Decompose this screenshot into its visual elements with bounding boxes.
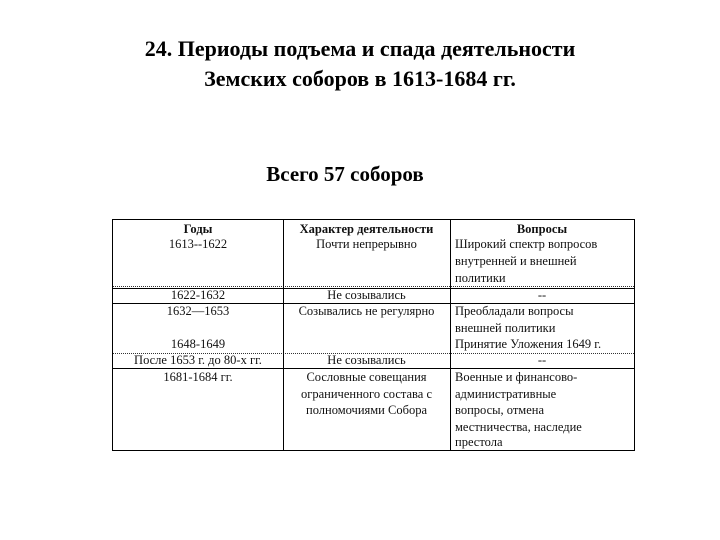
subtitle: Всего 57 соборов bbox=[266, 162, 424, 186]
row-3-character: Созывались не регулярно bbox=[298, 304, 435, 318]
row-1-years: 1613--1622 bbox=[168, 237, 228, 251]
row-3-questions-line-2: внешней политики bbox=[455, 321, 556, 335]
table-rule bbox=[113, 450, 634, 451]
column-header-years: Годы bbox=[183, 222, 213, 236]
row-4-years: После 1653 г. до 80-х гг. bbox=[134, 353, 262, 367]
row-4-questions: -- bbox=[537, 353, 547, 367]
row-5-years: 1681-1684 гг. bbox=[163, 370, 233, 384]
row-2-questions: -- bbox=[537, 288, 547, 302]
table-column-divider bbox=[450, 219, 451, 451]
row-1-character: Почти непрерывно bbox=[316, 237, 417, 251]
row-3-years-line-3: 1648-1649 bbox=[170, 337, 226, 351]
row-5-character-line-1: Сословные совещания bbox=[306, 370, 427, 384]
row-2-character: Не созывались bbox=[327, 288, 406, 302]
row-5-questions-line-1: Военные и финансово- bbox=[455, 370, 578, 384]
row-5-character-line-3: полномочиями Собора bbox=[306, 403, 427, 417]
row-5-questions-line-3: вопросы, отмена bbox=[455, 403, 545, 417]
row-1-questions-line-2: внутренней и внешней bbox=[455, 254, 577, 268]
row-1-questions-line-1: Широкий спектр вопросов bbox=[455, 237, 598, 251]
row-4-character: Не созывались bbox=[327, 353, 406, 367]
column-header-character: Характер деятельности bbox=[299, 222, 434, 236]
row-3-questions-line-3: Принятие Уложения 1649 г. bbox=[455, 337, 602, 351]
table-rule bbox=[113, 219, 634, 220]
row-5-questions-line-5: престола bbox=[455, 435, 503, 449]
row-3-questions-line-1: Преобладали вопросы bbox=[455, 304, 574, 318]
slide-title-line-2: Земских соборов в 1613-1684 гг. bbox=[204, 66, 516, 91]
row-2-years: 1622-1632 bbox=[170, 288, 226, 302]
slide-title-line-1: 24. Периоды подъема и спада деятельности bbox=[144, 36, 576, 61]
row-1-questions-line-3: политики bbox=[455, 271, 506, 285]
periods-table bbox=[112, 219, 635, 451]
row-5-character-line-2: ограниченного состава с bbox=[301, 387, 432, 401]
slide-title bbox=[0, 34, 720, 94]
row-5-questions-line-4: местничества, наследие bbox=[455, 420, 582, 434]
column-header-questions: Вопросы bbox=[516, 222, 568, 236]
row-3-years-line-1: 1632—1653 bbox=[166, 304, 230, 318]
row-5-questions-line-2: административные bbox=[455, 387, 557, 401]
